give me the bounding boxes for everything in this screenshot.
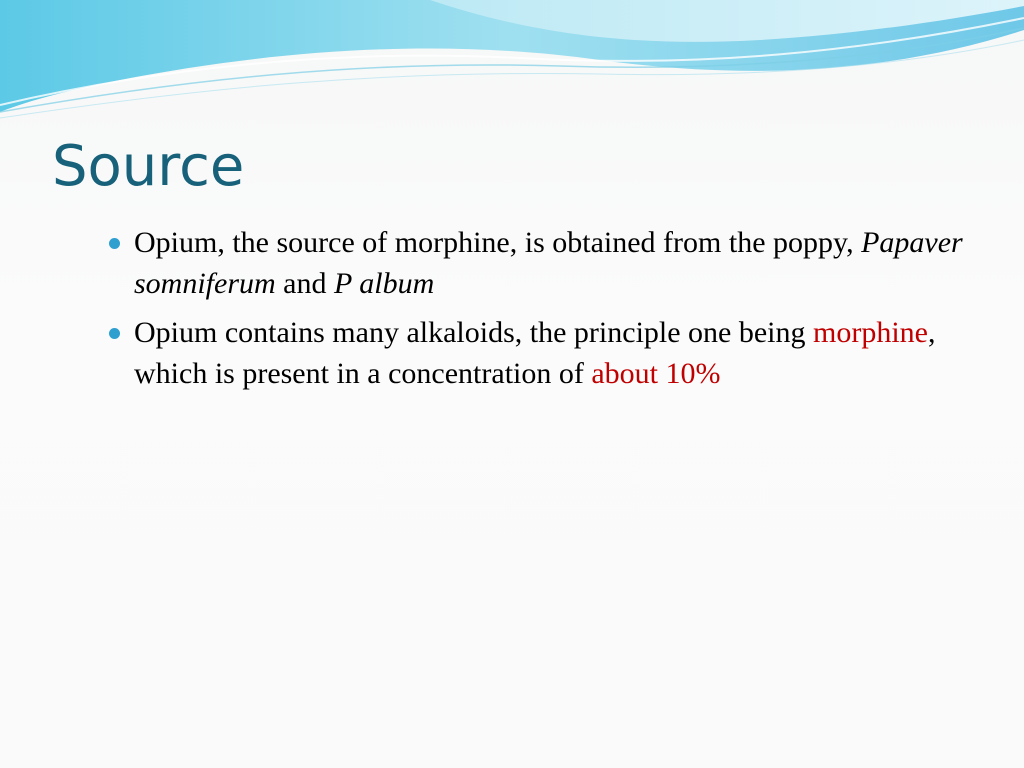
bullet-text: Opium, the source of morphine, is obtained from the poppy,: [134, 226, 862, 259]
bullet-dot-icon: [109, 238, 120, 249]
slide-title: Source: [52, 134, 245, 199]
bullet-item-source: [108, 222, 968, 304]
species-name: P album: [334, 267, 435, 300]
highlight-text: about 10%: [591, 357, 721, 390]
species-name: Papaver somniferum: [134, 226, 963, 300]
bullet-list: [108, 222, 968, 402]
bullet-text: , which is present in a concentration of: [134, 316, 936, 390]
bullet-item-alkaloids: [108, 312, 968, 394]
bullet-dot-icon: [109, 328, 120, 339]
wave-banner-decoration: [0, 0, 1024, 130]
bullet-text: Opium contains many alkaloids, the principle one being: [134, 316, 814, 349]
bullet-text: and: [275, 267, 334, 300]
highlight-text: morphine: [813, 316, 928, 349]
